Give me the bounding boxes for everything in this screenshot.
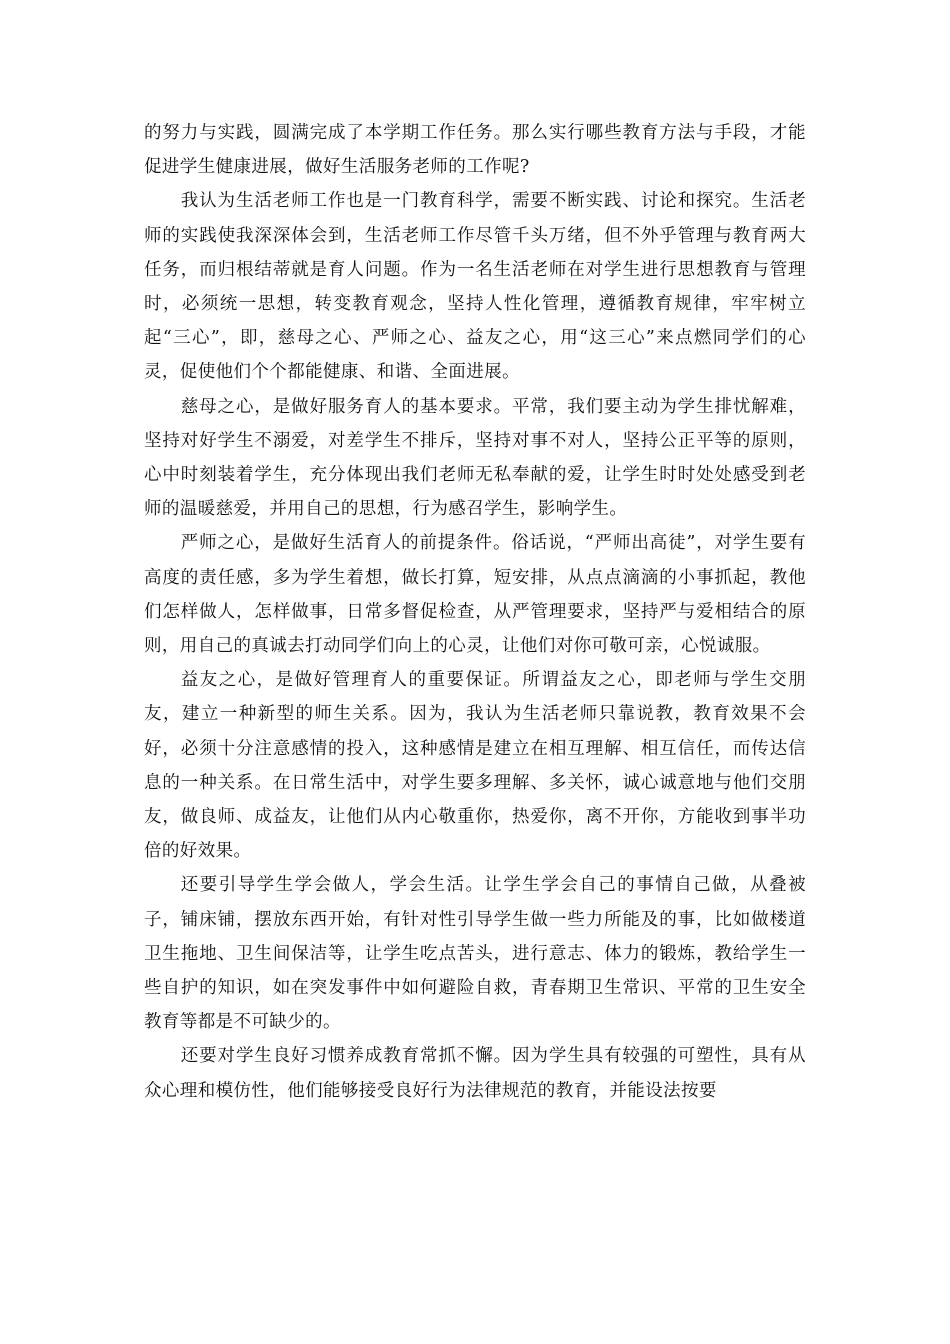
paragraph-4: 严师之心，是做好生活育人的前提条件。俗话说，“严师出高徒”，对学生要有高度的责任感，多为学生着想，做长打算，短安排，从点点滴滴的小事抓起，教他们怎样做人，怎样做事，日常多督促检查，从严管理要求，坚持严与爱相结合的原则，用自己的真诚去打动同学们向上的心灵，让他们对你可敬可亲，心悦诚服。: [144, 533, 806, 657]
paragraph-1: 的努力与实践，圆满完成了本学期工作任务。那么实行哪些教育方法与手段，才能促进学生健康进展，做好生活服务老师的工作呢?: [144, 123, 806, 178]
paragraph-3: 慈母之心，是做好服务育人的基本要求。平常，我们要主动为学生排忧解难，坚持对好学生不溺爱，对差学生不排斥，坚持对事不对人，坚持公正平等的原则，心中时刻装着学生，充分体现出我们老师无私奉献的爱，让学生时时处处感受到老师的温暖慈爱，并用自己的思想，行为感召学生，影响学生。: [144, 396, 806, 520]
document-page: [144, 116, 806, 1108]
paragraph-7: 还要对学生良好习惯养成教育常抓不懈。因为学生具有较强的可塑性，具有从众心理和模仿性，他们能够接受良好行为法律规范的教育，并能设法按要: [144, 1046, 806, 1101]
paragraph-5: 益友之心，是做好管理育人的重要保证。所谓益友之心，即老师与学生交朋友，建立一种新型的师生关系。因为，我认为生活老师只靠说教，教育效果不会好，必须十分注意感情的投入，这种感情是建立在相互理解、相互信任，而传达信息的一种关系。在日常生活中，对学生要多理解、多关怀，诚心诚意地与他们交朋友，做良师、成益友，让他们从内心敬重你，热爱你，离不开你，方能收到事半功倍的好效果。: [144, 670, 806, 862]
paragraph-2: 我认为生活老师工作也是一门教育科学，需要不断实践、讨论和探究。生活老师的实践使我深深体会到，生活老师工作尽管千头万绪，但不外乎管理与教育两大任务，而归根结蒂就是育人问题。作为一名生活老师在对学生进行思想教育与管理时，必须统一思想，转变教育观念，坚持人性化管理，遵循教育规律，牢牢树立起“三心”，即，慈母之心、严师之心、益友之心，用“这三心”来点燃同学们的心灵，促使他们个个都能健康、和谐、全面进展。: [144, 191, 806, 383]
paragraph-6: 还要引导学生学会做人，学会生活。让学生学会自己的事情自己做，从叠被子，铺床铺，摆放东西开始，有针对性引导学生做一些力所能及的事，比如做楼道卫生拖地、卫生间保洁等，让学生吃点苦头，进行意志、体力的锻炼，教给学生一些自护的知识，如在突发事件中如何避险自救，青春期卫生常识、平常的卫生安全教育等都是不可缺少的。: [144, 875, 806, 1033]
